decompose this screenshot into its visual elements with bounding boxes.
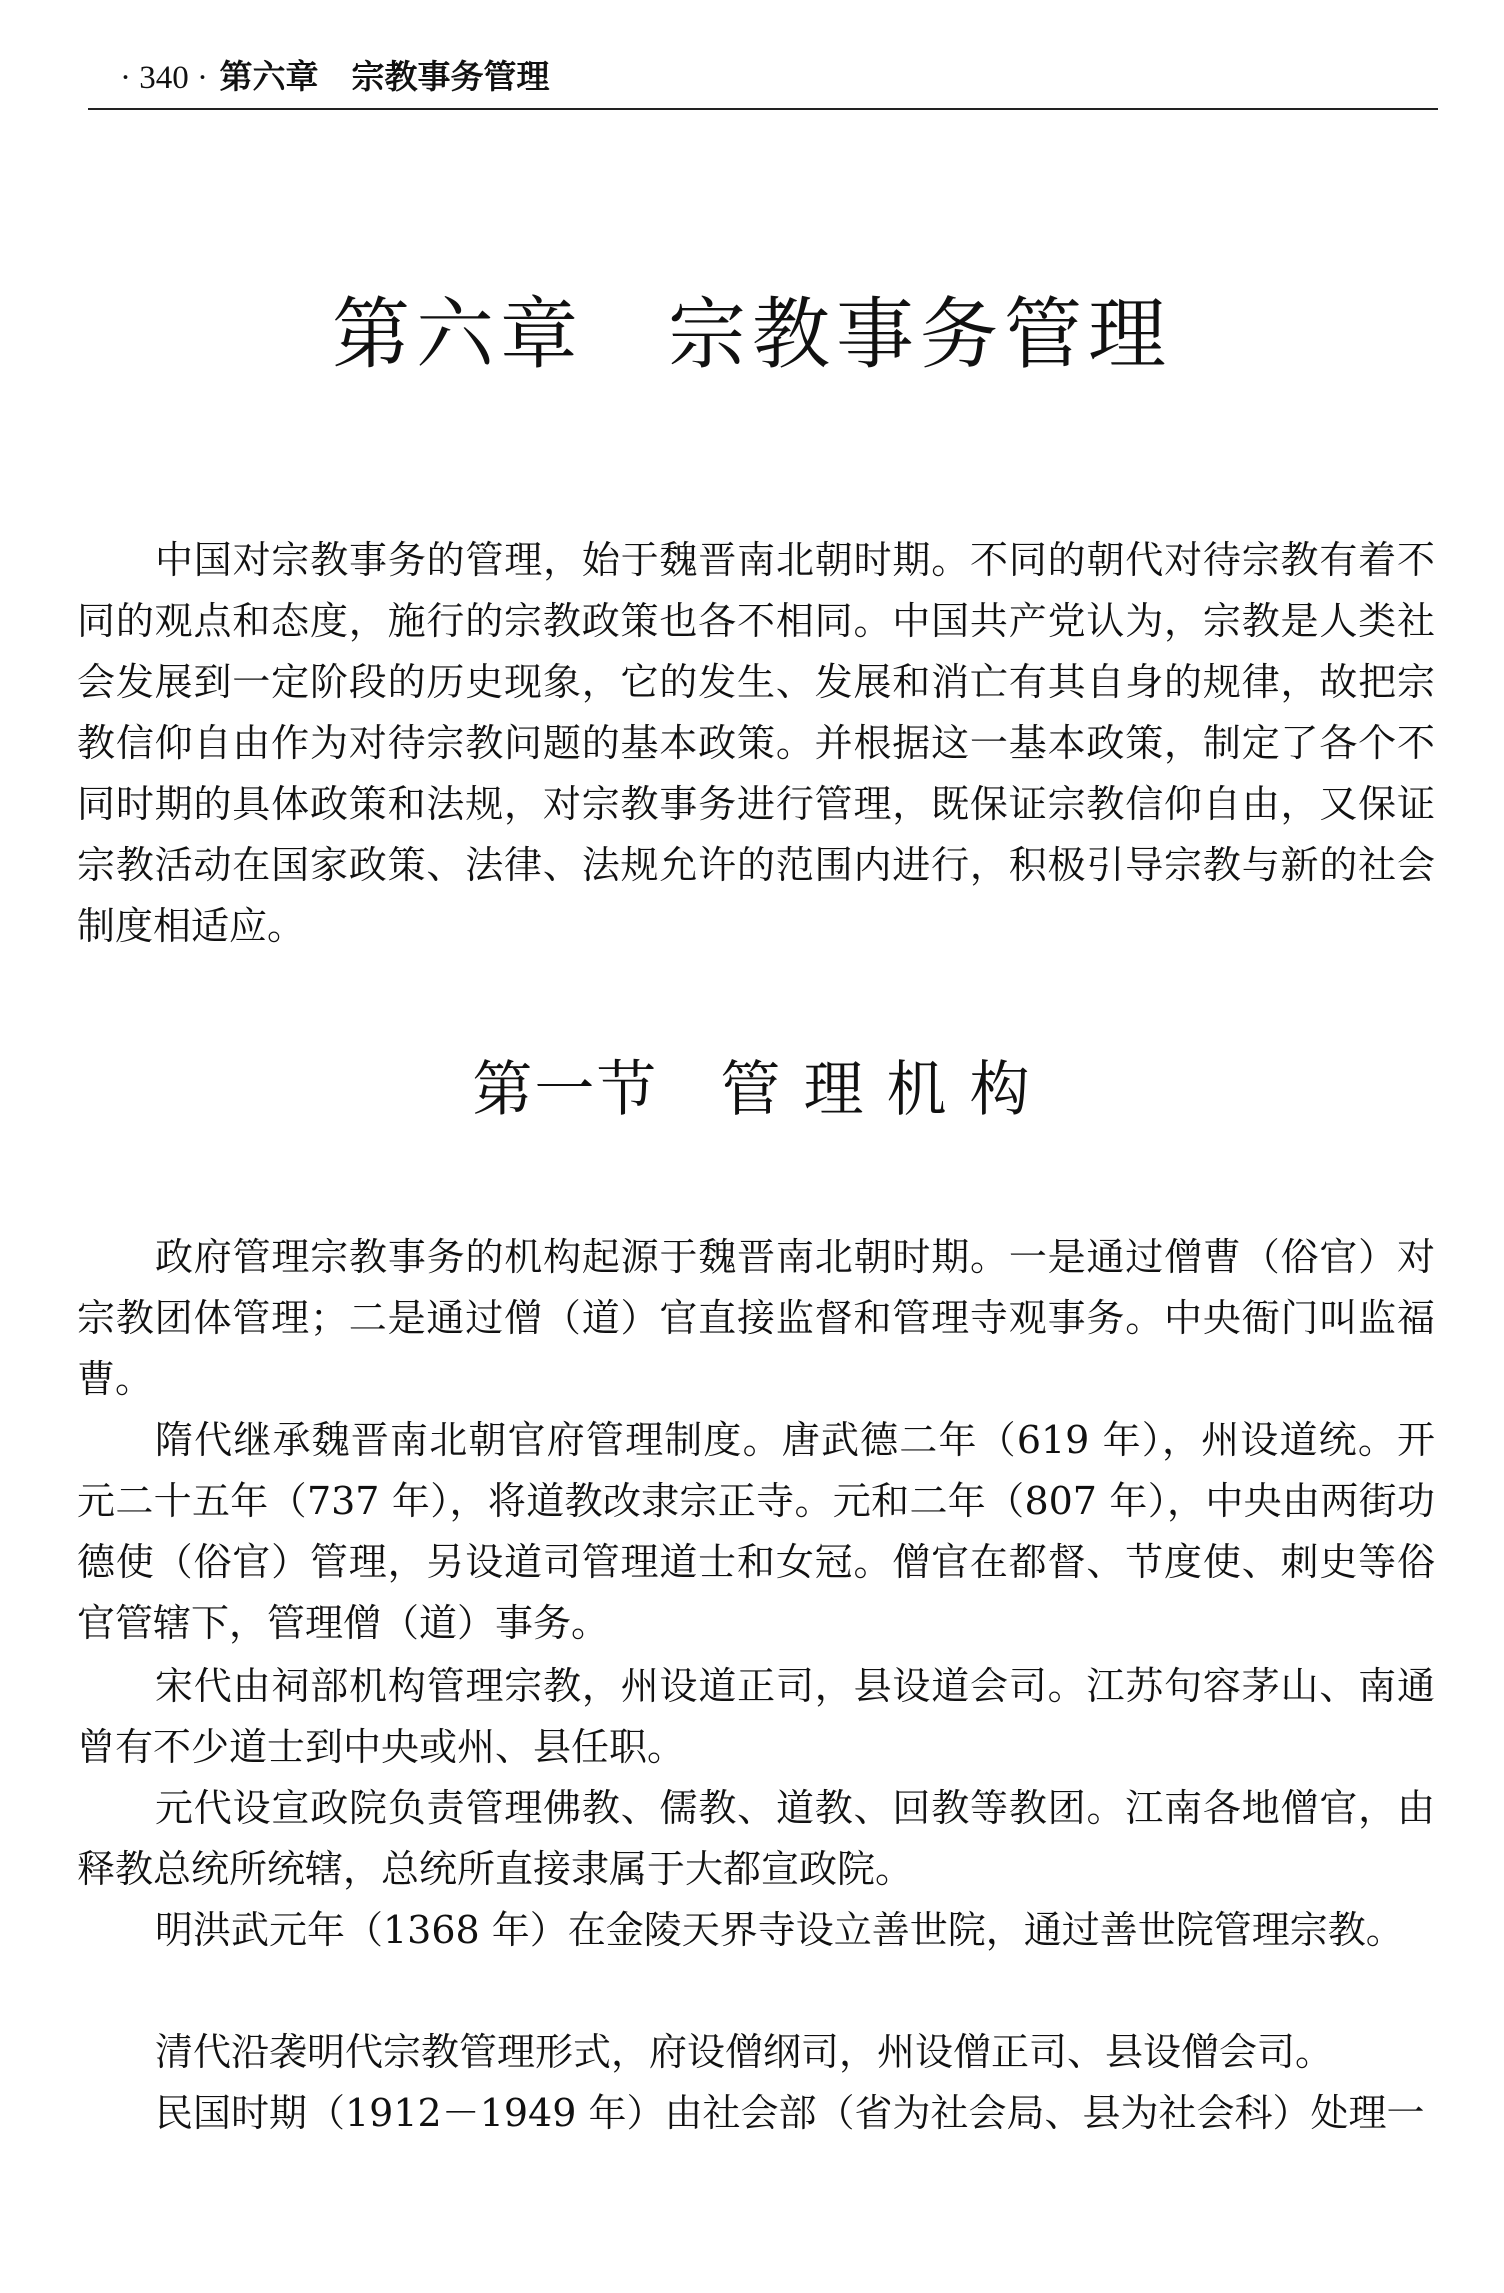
running-head: [0, 0, 1504, 112]
body-paragraph: 民国时期（1912－1949 年）由社会部（省为社会局、县为社会科）处理一: [155, 2091, 1425, 2135]
chapter-title: 第六章 宗教事务管理: [331, 290, 1172, 380]
running-head-rule: [88, 108, 1438, 110]
body-paragraph: 宋代由祠部机构管理宗教，州设道正司，县设道会司。江苏句容茅山、南通曾有不少道士到中央或州、县任职。: [77, 1664, 1435, 1769]
body-paragraph: 元代设宣政院负责管理佛教、儒教、道教、回教等教团。江南各地僧官，由释教总统所统辖，总统所直接隶属于大都宣政院。: [77, 1786, 1435, 1891]
running-head-text: [120, 52, 549, 103]
intro-paragraph: 中国对宗教事务的管理，始于魏晋南北朝时期。不同的朝代对待宗教有着不同的观点和态度，施行的宗教政策也各不相同。中国共产党认为，宗教是人类社会发展到一定阶段的历史现象，它的发生、发展和消亡有其自身的规律，故把宗教信仰自由作为对待宗教问题的基本政策。并根据这一基本政策，制定了各个不同时期的具体政策和法规，对宗教事务进行管理，既保证宗教信仰自由，又保证宗教活动在国家政策、法律、法规允许的范围内进行，积极引导宗教与新的社会制度相适应。: [77, 538, 1435, 948]
running-head-chapter: 第六章 宗教事务管理: [219, 57, 550, 96]
body-paragraph: 政府管理宗教事务的机构起源于魏晋南北朝时期。一是通过僧曹（俗官）对宗教团体管理；二是通过僧（道）官直接监督和管理寺观事务。中央衙门叫监福曹。: [77, 1235, 1435, 1401]
body-paragraph: 明洪武元年（1368 年）在金陵天界寺设立善世院，通过善世院管理宗教。: [155, 1908, 1404, 1952]
page-number: · 340 ·: [120, 60, 208, 96]
body-paragraph: 清代沿袭明代宗教管理形式，府设僧纲司，州设僧正司、县设僧会司。: [155, 2030, 1334, 2074]
section-title: 第一节 管 理 机 构: [472, 1055, 1032, 1125]
body-paragraph: 隋代继承魏晋南北朝官府管理制度。唐武德二年（619 年），州设道统。开元二十五年（737 年），将道教改隶宗正寺。元和二年（807 年），中央由两街功德使（俗官）管理，另设道司管理道士和女冠。僧官在都督、节度使、刺史等俗官管辖下，管理僧（道）事务。: [77, 1418, 1435, 1645]
